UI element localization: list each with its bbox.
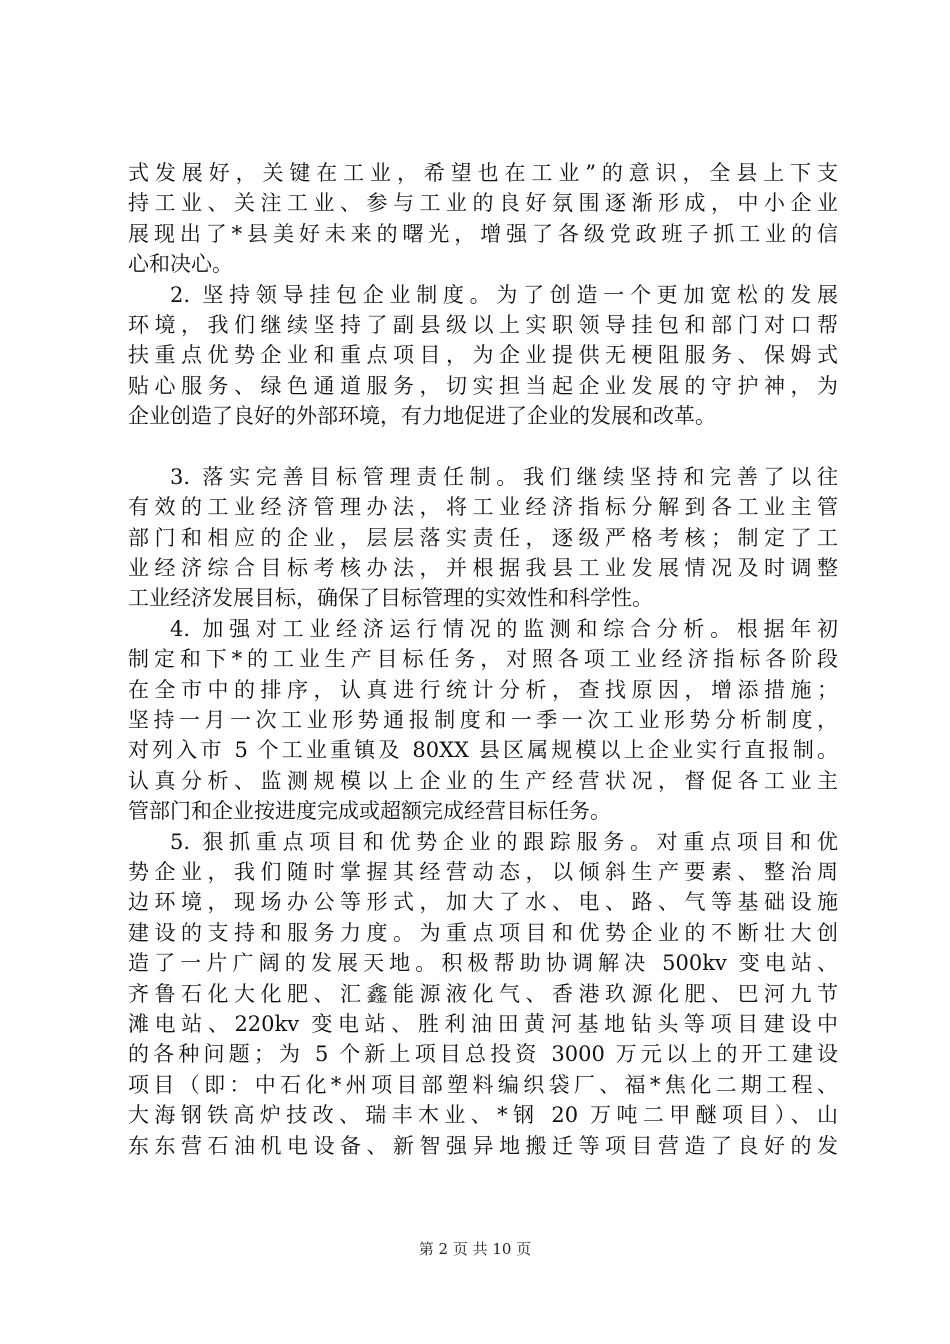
paragraph-heading-line: 4. 加强对工业经济运行情况的监测和综合分析。根据年初 — [170, 616, 838, 641]
text-line: 齐鲁石化大化肥、汇鑫能源液化气、香港玖源化肥、巴河九节 — [128, 981, 838, 1006]
text-line: 管部门和企业按进度完成或超额完成经营目标任务。 — [128, 799, 611, 824]
paragraph-heading-line: 2. 坚持领导挂包企业制度。为了创造一个更加宽松的发展 — [170, 282, 838, 307]
text-line: 的各种问题；为 5 个新上项目总投资 3000 万元以上的开工建设 — [128, 1042, 838, 1067]
text-line: 东东营石油机电设备、新智强异地搬迁等项目营造了良好的发 — [128, 1133, 838, 1158]
text-line: 扶重点优势企业和重点项目，为企业提供无梗阻服务、保姆式 — [128, 343, 838, 368]
text-line: 大海钢铁高炉技改、瑞丰木业、*钢 20 万吨二甲醚项目）、山 — [128, 1103, 838, 1128]
text-line: 展现出了*县美好未来的曙光，增强了各级党政班子抓工业的信 — [128, 221, 838, 246]
text-line: 项目（即：中石化*州项目部塑料编织袋厂、福*焦化二期工程、 — [128, 1072, 838, 1097]
page-number-footer: 第 2 页 共 10 页 — [418, 1240, 532, 1258]
text-line: 认真分析、监测规模以上企业的生产经营状况，督促各工业主 — [128, 768, 838, 793]
text-line: 制定和下*的工业生产目标任务，对照各项工业经济指标各阶段 — [128, 647, 838, 672]
text-line: 建设的支持和服务力度。为重点项目和优势企业的不断壮大创 — [128, 920, 838, 945]
text-line: 环境，我们继续坚持了副县级以上实职领导挂包和部门对口帮 — [128, 312, 838, 337]
text-line: 部门和相应的企业，层层落实责任，逐级严格考核；制定了工 — [128, 525, 838, 550]
text-line: 对列入市 5 个工业重镇及 80XX 县区属规模以上企业实行直报制。 — [128, 738, 838, 763]
text-line: 造了一片广阔的发展天地。积极帮助协调解决 500kv 变电站、 — [128, 951, 838, 976]
text-line: 有效的工业经济管理办法，将工业经济指标分解到各工业主管 — [128, 495, 838, 520]
text-line: 持工业、关注工业、参与工业的良好氛围逐渐形成，中小企业 — [128, 191, 838, 216]
text-line: 边环境，现场办公等形式，加大了水、电、路、气等基础设施 — [128, 890, 838, 915]
text-line: 企业创造了良好的外部环境，有力地促进了企业的发展和改革。 — [128, 404, 716, 429]
text-line: 业经济综合目标考核办法，并根据我县工业发展情况及时调整 — [128, 556, 838, 581]
paragraph-gap — [128, 432, 838, 462]
text-line: 坚持一月一次工业形势通报制度和一季一次工业形势分析制度， — [128, 708, 838, 733]
text-line: 工业经济发展目标，确保了目标管理的实效性和科学性。 — [128, 586, 653, 611]
text-line: 在全市中的排序，认真进行统计分析，查找原因，增添措施； — [128, 677, 838, 702]
text-line: 势企业，我们随时掌握其经营动态，以倾斜生产要素、整治周 — [128, 859, 838, 884]
paragraph-heading-line: 5. 狠抓重点项目和优势企业的跟踪服务。对重点项目和优 — [170, 829, 838, 854]
paragraph-heading-line: 3. 落实完善目标管理责任制。我们继续坚持和完善了以往 — [170, 464, 838, 489]
text-line: 贴心服务、绿色通道服务，切实担当起企业发展的守护神，为 — [128, 373, 838, 398]
document-body — [128, 158, 838, 1161]
text-line: 滩电站、220kv 变电站、胜利油田黄河基地钻头等项目建设中 — [128, 1011, 838, 1036]
text-line: 心和决心。 — [128, 252, 233, 277]
text-line: 式发展好，关键在工业，希望也在工业”的意识，全县上下支 — [128, 161, 838, 185]
